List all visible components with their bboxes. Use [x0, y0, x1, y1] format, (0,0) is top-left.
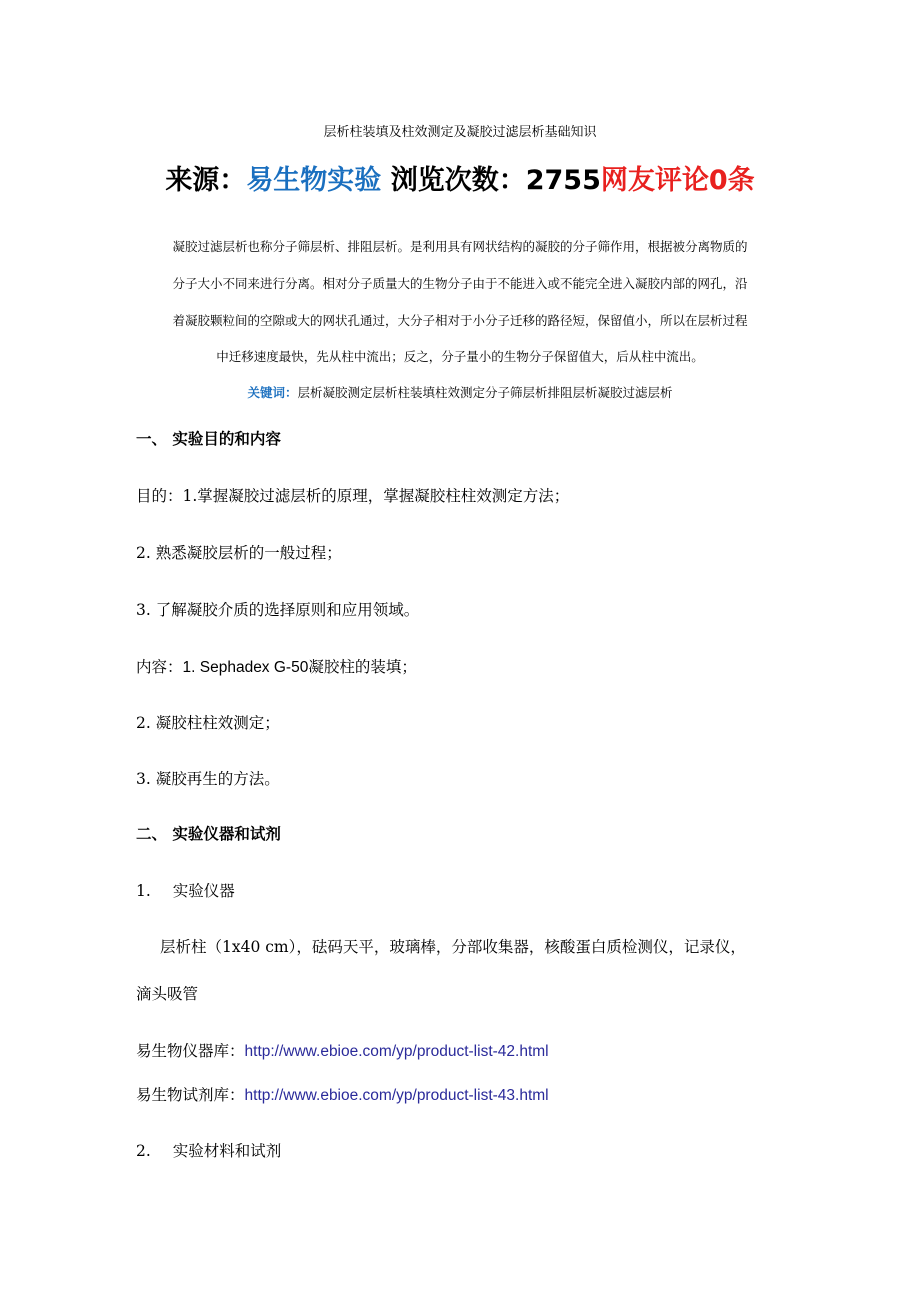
abstract-line: 中迁移速度最快，先从柱中流出；反之，分子量小的生物分子保留值大，后从柱中流出。	[216, 349, 704, 364]
keywords-line	[0, 383, 920, 401]
content-item-1: 1. Sephadex G-50凝胶柱的装填；	[182, 659, 417, 676]
content-line-1	[136, 655, 417, 677]
instrument-library-label: 易生物仪器库：	[136, 1042, 245, 1060]
document-title: 层析柱装填及柱效测定及凝胶过滤层析基础知识	[323, 125, 597, 140]
purpose-item-2: 2. 熟悉凝胶层析的一般过程；	[136, 544, 342, 562]
subsection-2-number: 2.	[136, 1142, 151, 1160]
abstract-line: 分子大小不同来进行分离。相对分子质量大的生物分子由于不能进入或不能完全进入凝胶内部的网孔，沿	[172, 276, 748, 291]
instrument-library-line	[136, 1039, 549, 1061]
reagent-library-label: 易生物试剂库：	[136, 1086, 245, 1104]
purpose-prefix: 目的：	[136, 487, 183, 505]
reagent-library-line	[136, 1083, 549, 1105]
purpose-item-1: 1.掌握凝胶过滤层析的原理，掌握凝胶柱柱效测定方法；	[182, 487, 570, 505]
purpose-line-1	[136, 484, 569, 506]
source-label: 来源：	[165, 165, 247, 196]
source-name[interactable]: 易生物实验	[246, 165, 382, 196]
subsection-2	[136, 1139, 281, 1161]
keywords-text: 层析凝胶测定层析柱装填柱效测定分子筛层析排阻层析凝胶过滤层析	[297, 385, 673, 400]
content-prefix: 内容：	[136, 658, 183, 676]
reagent-library-link[interactable]: http://www.ebioe.com/yp/product-list-43.html	[244, 1087, 549, 1104]
abstract-line: 着凝胶颗粒间的空隙或大的网状孔通过，大分子相对于小分子迁移的路径短，保留值小，所以在层析过程	[172, 313, 748, 328]
instruments-line-1: 层析柱（1x40 cm），砝码天平，玻璃棒，分部收集器，核酸蛋白质检测仪，记录仪，	[160, 938, 746, 956]
instrument-library-link[interactable]: http://www.ebioe.com/yp/product-list-42.html	[244, 1043, 549, 1060]
source-line	[0, 158, 920, 197]
subsection-1	[136, 879, 235, 901]
abstract-line: 凝胶过滤层析也称分子筛层析、排阻层析。是利用具有网状结构的凝胶的分子筛作用，根据被分离物质的	[172, 239, 748, 254]
section-heading-1: 一、 实验目的和内容	[136, 430, 281, 448]
subsection-1-number: 1.	[136, 882, 151, 900]
content-item-3: 3. 凝胶再生的方法。	[136, 770, 280, 788]
instruments-line-2: 滴头吸管	[136, 985, 199, 1003]
views-label: 浏览次数：	[390, 165, 526, 196]
content-item-2: 2. 凝胶柱柱效测定；	[136, 714, 280, 732]
keywords-label: 关键词：	[247, 385, 298, 400]
subsection-2-title: 实验材料和试剂	[172, 1142, 282, 1160]
section-heading-2: 二、 实验仪器和试剂	[136, 825, 281, 843]
comments-count[interactable]: 网友评论0条	[600, 165, 755, 196]
subsection-1-title: 实验仪器	[172, 882, 235, 900]
purpose-item-3: 3. 了解凝胶介质的选择原则和应用领域。	[136, 601, 420, 619]
views-count: 2755	[525, 165, 601, 196]
